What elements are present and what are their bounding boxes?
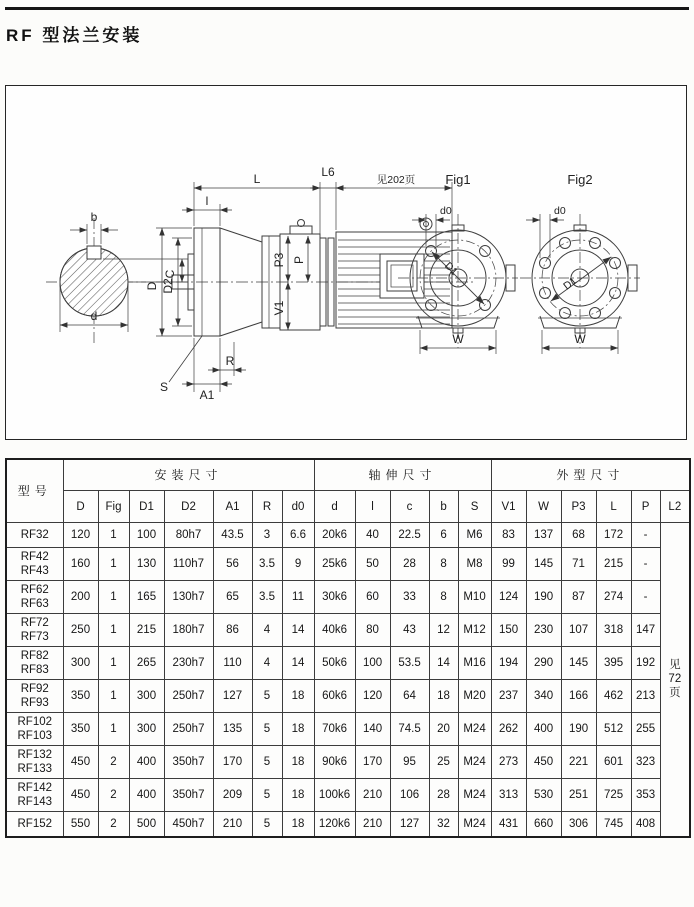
value-cell: 5	[252, 812, 282, 837]
col-A1: A1	[213, 491, 252, 523]
value-cell: 530	[526, 779, 561, 812]
value-cell: 32	[429, 812, 458, 837]
value-cell: 400	[129, 746, 164, 779]
value-cell: 1	[98, 614, 129, 647]
value-cell: 20k6	[314, 523, 355, 548]
value-cell: 180h7	[164, 614, 213, 647]
value-cell: 350h7	[164, 746, 213, 779]
model-cell: RF72 RF73	[6, 614, 63, 647]
fig2-title: Fig2	[567, 172, 593, 187]
value-cell: 166	[561, 680, 596, 713]
value-cell: 190	[526, 581, 561, 614]
value-cell: 462	[596, 680, 631, 713]
value-cell: 5	[252, 713, 282, 746]
col-D1: D1	[129, 491, 164, 523]
value-cell: 230h7	[164, 647, 213, 680]
value-cell: 431	[491, 812, 526, 837]
model-cell: RF132 RF133	[6, 746, 63, 779]
value-cell: 2	[98, 779, 129, 812]
value-cell: 290	[526, 647, 561, 680]
value-cell: 64	[390, 680, 429, 713]
col-l: l	[355, 491, 390, 523]
header-model: 型号	[6, 459, 63, 523]
dim-label-P3: P3	[272, 252, 286, 268]
value-cell: 262	[491, 713, 526, 746]
value-cell: 53.5	[390, 647, 429, 680]
model-cell: RF82 RF83	[6, 647, 63, 680]
value-cell: 194	[491, 647, 526, 680]
note-see-page-202: 见202页	[376, 174, 416, 186]
fig1-title: Fig1	[445, 172, 471, 187]
value-cell: 130h7	[164, 581, 213, 614]
value-cell: 40	[355, 523, 390, 548]
value-cell: 12	[429, 614, 458, 647]
value-cell: 100	[129, 523, 164, 548]
value-cell: 30k6	[314, 581, 355, 614]
value-cell: 1	[98, 713, 129, 746]
dim-label-R: R	[225, 354, 235, 368]
value-cell: 3	[252, 523, 282, 548]
value-cell: 450	[526, 746, 561, 779]
value-cell: M24	[458, 746, 491, 779]
table-row	[6, 713, 690, 746]
value-cell: 6.6	[282, 523, 314, 548]
l2-note-cell: 见 72 页	[660, 523, 690, 837]
value-cell: 210	[355, 779, 390, 812]
col-c: c	[390, 491, 429, 523]
column-header-row	[6, 491, 690, 523]
value-cell: 273	[491, 746, 526, 779]
model-cell: RF42 RF43	[6, 548, 63, 581]
table-row	[6, 680, 690, 713]
value-cell: 210	[213, 812, 252, 837]
value-cell: 1	[98, 680, 129, 713]
drawing-panel	[5, 85, 687, 440]
col-Fig: Fig	[98, 491, 129, 523]
dim-label-d0-fig1: d0	[440, 205, 452, 217]
value-cell: 265	[129, 647, 164, 680]
col-D2: D2	[164, 491, 213, 523]
value-cell: 170	[355, 746, 390, 779]
value-cell: 221	[561, 746, 596, 779]
value-cell: -	[631, 581, 660, 614]
dim-label-D1-fig2: D1	[561, 274, 580, 293]
dim-label-d: d	[90, 309, 98, 323]
value-cell: 340	[526, 680, 561, 713]
value-cell: 100	[355, 647, 390, 680]
value-cell: 18	[282, 680, 314, 713]
value-cell: 3.5	[252, 581, 282, 614]
value-cell: 140	[355, 713, 390, 746]
value-cell: M10	[458, 581, 491, 614]
dim-label-d0-fig2: d0	[554, 205, 566, 217]
value-cell: 86	[213, 614, 252, 647]
value-cell: 110h7	[164, 548, 213, 581]
table-row	[6, 812, 690, 837]
value-cell: -	[631, 548, 660, 581]
col-D: D	[63, 491, 98, 523]
dimension-table	[5, 458, 691, 838]
value-cell: 68	[561, 523, 596, 548]
value-cell: 83	[491, 523, 526, 548]
model-cell: RF102 RF103	[6, 713, 63, 746]
value-cell: 127	[390, 812, 429, 837]
value-cell: 251	[561, 779, 596, 812]
value-cell: 395	[596, 647, 631, 680]
table-row	[6, 647, 690, 680]
value-cell: 43	[390, 614, 429, 647]
value-cell: 165	[129, 581, 164, 614]
value-cell: 8	[429, 581, 458, 614]
value-cell: 500	[129, 812, 164, 837]
value-cell: 313	[491, 779, 526, 812]
value-cell: 127	[213, 680, 252, 713]
value-cell: 400	[129, 779, 164, 812]
table-row	[6, 614, 690, 647]
value-cell: 120	[355, 680, 390, 713]
table-body	[6, 523, 690, 837]
value-cell: 11	[282, 581, 314, 614]
value-cell: 135	[213, 713, 252, 746]
value-cell: M6	[458, 523, 491, 548]
value-cell: 9	[282, 548, 314, 581]
value-cell: 14	[429, 647, 458, 680]
value-cell: 14	[282, 647, 314, 680]
technical-drawing	[6, 86, 686, 439]
value-cell: 170	[213, 746, 252, 779]
table-header	[6, 459, 690, 523]
dim-label-D2: D2	[161, 278, 175, 294]
value-cell: 28	[390, 548, 429, 581]
value-cell: 255	[631, 713, 660, 746]
value-cell: 87	[561, 581, 596, 614]
col-d: d	[314, 491, 355, 523]
value-cell: 300	[129, 713, 164, 746]
value-cell: 56	[213, 548, 252, 581]
value-cell: 25k6	[314, 548, 355, 581]
dim-label-l: l	[205, 194, 209, 208]
value-cell: 1	[98, 647, 129, 680]
value-cell: 172	[596, 523, 631, 548]
value-cell: 22.5	[390, 523, 429, 548]
value-cell: 18	[282, 746, 314, 779]
value-cell: 18	[282, 779, 314, 812]
dim-label-C: C	[163, 269, 177, 279]
value-cell: 237	[491, 680, 526, 713]
value-cell: -	[631, 523, 660, 548]
value-cell: 20	[429, 713, 458, 746]
value-cell: 250	[63, 614, 98, 647]
value-cell: M12	[458, 614, 491, 647]
value-cell: 70k6	[314, 713, 355, 746]
value-cell: M24	[458, 812, 491, 837]
value-cell: 18	[429, 680, 458, 713]
value-cell: 80	[355, 614, 390, 647]
table-row	[6, 779, 690, 812]
value-cell: 209	[213, 779, 252, 812]
value-cell: 215	[596, 548, 631, 581]
value-cell: 8	[429, 548, 458, 581]
value-cell: 5	[252, 680, 282, 713]
value-cell: 65	[213, 581, 252, 614]
header-install-dims: 安装尺寸	[63, 459, 314, 491]
table-row	[6, 581, 690, 614]
value-cell: 137	[526, 523, 561, 548]
value-cell: 450	[63, 779, 98, 812]
side-view	[156, 182, 474, 392]
value-cell: 350h7	[164, 779, 213, 812]
value-cell: 18	[282, 713, 314, 746]
value-cell: 4	[252, 647, 282, 680]
model-cell: RF62 RF63	[6, 581, 63, 614]
value-cell: 4	[252, 614, 282, 647]
col-L2: L2	[660, 491, 690, 523]
value-cell: 450	[63, 746, 98, 779]
value-cell: 215	[129, 614, 164, 647]
dim-label-L6: L6	[321, 165, 335, 179]
table-row	[6, 746, 690, 779]
value-cell: 25	[429, 746, 458, 779]
model-cell: RF142 RF143	[6, 779, 63, 812]
col-S: S	[458, 491, 491, 523]
value-cell: 192	[631, 647, 660, 680]
value-cell: 5	[252, 746, 282, 779]
value-cell: 200	[63, 581, 98, 614]
col-b: b	[429, 491, 458, 523]
value-cell: 6	[429, 523, 458, 548]
value-cell: 18	[282, 812, 314, 837]
col-P: P	[631, 491, 660, 523]
value-cell: 145	[561, 647, 596, 680]
value-cell: 130	[129, 548, 164, 581]
dim-label-b: b	[90, 210, 98, 224]
value-cell: 1	[98, 548, 129, 581]
value-cell: 550	[63, 812, 98, 837]
value-cell: M20	[458, 680, 491, 713]
value-cell: M24	[458, 713, 491, 746]
value-cell: 80h7	[164, 523, 213, 548]
model-cell: RF152	[6, 812, 63, 837]
value-cell: 408	[631, 812, 660, 837]
col-P3: P3	[561, 491, 596, 523]
value-cell: 210	[355, 812, 390, 837]
value-cell: 512	[596, 713, 631, 746]
value-cell: 3.5	[252, 548, 282, 581]
value-cell: 1	[98, 581, 129, 614]
value-cell: 230	[526, 614, 561, 647]
model-cell: RF32	[6, 523, 63, 548]
dim-label-D: D	[145, 281, 159, 291]
value-cell: 601	[596, 746, 631, 779]
value-cell: 745	[596, 812, 631, 837]
value-cell: 300	[129, 680, 164, 713]
value-cell: 124	[491, 581, 526, 614]
dim-label-L: L	[253, 172, 261, 186]
value-cell: 147	[631, 614, 660, 647]
table-row	[6, 548, 690, 581]
value-cell: M16	[458, 647, 491, 680]
value-cell: M8	[458, 548, 491, 581]
value-cell: 725	[596, 779, 631, 812]
value-cell: 99	[491, 548, 526, 581]
value-cell: 107	[561, 614, 596, 647]
value-cell: 1	[98, 523, 129, 548]
value-cell: 40k6	[314, 614, 355, 647]
value-cell: 95	[390, 746, 429, 779]
value-cell: 2	[98, 746, 129, 779]
value-cell: 60	[355, 581, 390, 614]
value-cell: 50	[355, 548, 390, 581]
value-cell: 660	[526, 812, 561, 837]
value-cell: 318	[596, 614, 631, 647]
value-cell: 160	[63, 548, 98, 581]
value-cell: 43.5	[213, 523, 252, 548]
dim-label-W-fig2: W	[574, 332, 586, 346]
value-cell: 250h7	[164, 680, 213, 713]
value-cell: 28	[429, 779, 458, 812]
dim-label-S: S	[159, 380, 169, 394]
value-cell: 306	[561, 812, 596, 837]
header-shaft-dims: 轴伸尺寸	[314, 459, 491, 491]
col-L: L	[596, 491, 631, 523]
dim-label-D1-fig1: D1	[442, 259, 461, 278]
value-cell: 350	[63, 713, 98, 746]
value-cell: 50k6	[314, 647, 355, 680]
header-outline-dims: 外型尺寸	[491, 459, 690, 491]
table-row	[6, 523, 690, 548]
value-cell: 145	[526, 548, 561, 581]
value-cell: 106	[390, 779, 429, 812]
top-rule	[5, 7, 689, 10]
value-cell: 300	[63, 647, 98, 680]
value-cell: 213	[631, 680, 660, 713]
value-cell: 190	[561, 713, 596, 746]
value-cell: 110	[213, 647, 252, 680]
value-cell: 5	[252, 779, 282, 812]
value-cell: 71	[561, 548, 596, 581]
value-cell: 250h7	[164, 713, 213, 746]
dim-label-W-fig1: W	[452, 332, 464, 346]
dim-label-P: P	[292, 255, 306, 265]
value-cell: 274	[596, 581, 631, 614]
value-cell: 14	[282, 614, 314, 647]
value-cell: 120k6	[314, 812, 355, 837]
value-cell: 353	[631, 779, 660, 812]
value-cell: M24	[458, 779, 491, 812]
col-d0: d0	[282, 491, 314, 523]
col-V1: V1	[491, 491, 526, 523]
value-cell: 150	[491, 614, 526, 647]
value-cell: 33	[390, 581, 429, 614]
col-W: W	[526, 491, 561, 523]
dim-label-A1: A1	[199, 388, 215, 402]
value-cell: 323	[631, 746, 660, 779]
value-cell: 60k6	[314, 680, 355, 713]
value-cell: 400	[526, 713, 561, 746]
group-header-row	[6, 459, 690, 491]
col-R: R	[252, 491, 282, 523]
value-cell: 2	[98, 812, 129, 837]
value-cell: 90k6	[314, 746, 355, 779]
value-cell: 74.5	[390, 713, 429, 746]
model-cell: RF92 RF93	[6, 680, 63, 713]
page-title: RF 型法兰安装	[6, 26, 143, 45]
value-cell: 100k6	[314, 779, 355, 812]
value-cell: 120	[63, 523, 98, 548]
dim-label-V1: V1	[272, 300, 286, 316]
value-cell: 450h7	[164, 812, 213, 837]
value-cell: 350	[63, 680, 98, 713]
